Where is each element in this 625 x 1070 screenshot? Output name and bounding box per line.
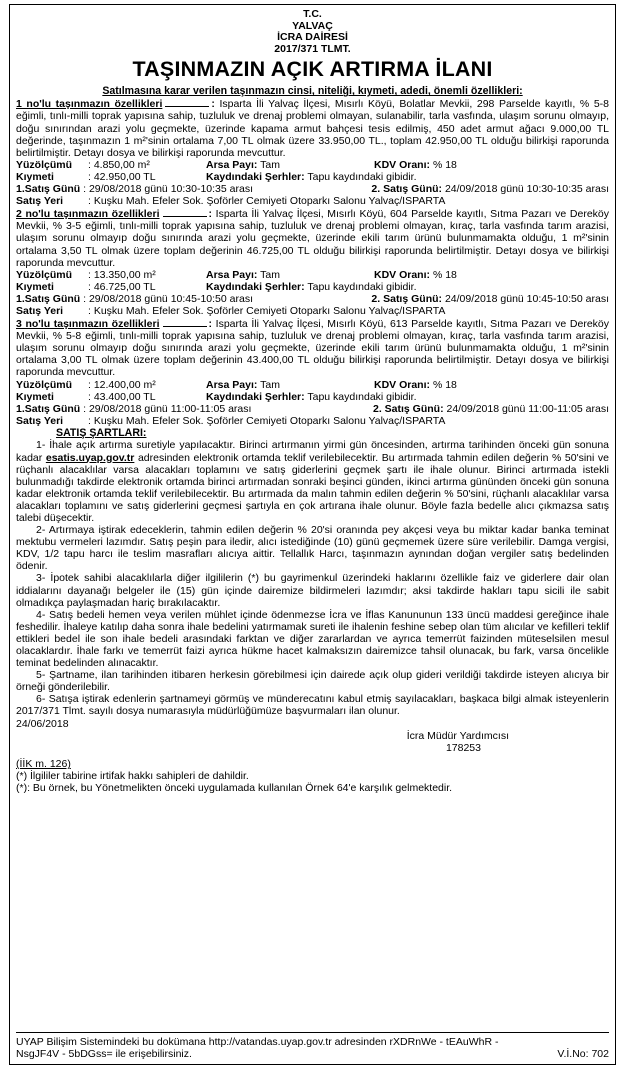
term-5: 5- Şartname, ilan tarihinden itibaren herkesin görebilmesi için dairede açık olup gideri verildiği takdirde isteyen alıcıya bir örneği gönderilebilir. xyxy=(16,669,609,694)
registry-cell xyxy=(206,281,417,293)
kdv-cell xyxy=(374,269,457,281)
value-row xyxy=(16,171,609,183)
property-desc-text: Isparta İli Yalvaç İlçesi, Mısırlı Köyü, Bolatlar Mevkii, 298 Parselde kayıtlı, % 5-8 eğimli, tınlı-milli toprak yapısına sahip, tuzluluk ve drenaj problemi olmayan, sulanabilir, tarla vasfında, ulaşım sorunu olmayıp, doğu sınırından arazi yolu geçmekte, üzerinde kapama armut bahçesi tesis edilmiş, 450 adet armut ağacı 9.000,00 TL değerinde, taşınmazın 1 m²'sinin ortalama 7,00 TL olmak üzere 33.950,00 TL., toplam 42.950,00 TL olduğu bilirkişi raporunda belirtilmiştir. Detayı dosya ve bilirkişi raporunda mevcuttur. xyxy=(16,98,609,159)
header-file: 2017/371 TLMT. xyxy=(274,42,351,55)
header-city: YALVAÇ xyxy=(292,19,333,32)
property-block xyxy=(16,207,609,317)
property-list xyxy=(16,97,609,427)
sale-place-row xyxy=(16,415,609,427)
second-sale xyxy=(371,293,609,305)
share-cell xyxy=(206,269,374,281)
property-heading: 1 no'lu taşınmazın özellikleri xyxy=(16,98,163,111)
term-1 xyxy=(16,439,609,524)
uyap-footer xyxy=(16,1032,609,1060)
area-value: : 13.350,00 m² xyxy=(88,268,156,281)
sale-place-value: : Kuşku Mah. Efeler Sok. Şoförler Cemiyeti Otoparkı Salonu Yalvaç/ISPARTA xyxy=(88,414,446,427)
property-description xyxy=(16,317,609,378)
first-sale-label: 1.Satış Günü xyxy=(16,402,81,415)
property-heading: 2 no'lu taşınmazın özellikleri xyxy=(16,208,160,221)
uyap-line-2: NsgJF4V - 5bDGss= ile erişebilirsiniz. xyxy=(16,1047,192,1060)
area-label: Yüzölçümü xyxy=(16,268,73,281)
property-heading: 3 no'lu taşınmazın özellikleri xyxy=(16,318,160,331)
share-label: Arsa Payı: xyxy=(206,378,258,391)
area-value: : 12.400,00 m² xyxy=(88,378,156,391)
second-sale-value: 24/09/2018 günü 10:45-10:50 arası xyxy=(444,292,609,305)
share-label: Arsa Payı: xyxy=(206,268,258,281)
property-desc-text: Isparta İli Yalvaç İlçesi, Mısırlı Köyü, 613 Parselde kayıtlı, Sıtma Pazarı ve Dereköy Mevkii, % 5-8 eğimli, tınlı-milli toprak yapısına sahip, tuzluluk ve drenaj problemi olmayan, kıraç, tarla vasfında tarım arazisi, ulaşım sorunu olmayıp doğu sınırında arazi yolu geçmekte, üzerinde ekili tarım ürünü bulunmamakta olduğu, 1 m²'sinin ortalama 3,00 TL olmak üzere toplam değerinin 43.400,00 TL olduğu bilirkişi raporunda belirtilmiştir. Detayı dosya ve bilirkişi raporunda mevcuttur. xyxy=(16,318,609,379)
footnote-1: (*) İlgililer tabirine irtifak hakkı sahipleri de dahildir. xyxy=(16,770,249,783)
blank-line xyxy=(163,317,207,327)
terms-title: SATIŞ ŞARTLARI: xyxy=(56,426,147,439)
registry-label: Kaydındaki Şerhler: xyxy=(206,170,305,183)
sale-dates-row xyxy=(16,183,609,195)
value-row xyxy=(16,281,609,293)
sale-place-label: Satış Yeri xyxy=(16,414,64,427)
area-row xyxy=(16,159,609,171)
signature-number: 178253 xyxy=(445,741,481,754)
registry-value: Tapu kaydındaki gibidir. xyxy=(307,170,417,183)
first-sale-value: : 29/08/2018 günü 10:45-10:50 arası xyxy=(83,292,253,305)
kdv-cell xyxy=(374,159,457,171)
sale-place-value: : Kuşku Mah. Efeler Sok. Şoförler Cemiyeti Otoparkı Salonu Yalvaç/ISPARTA xyxy=(88,304,446,317)
auction-notice xyxy=(9,4,616,1065)
second-sale-label: 2. Satış Günü: xyxy=(372,402,444,415)
second-sale-value: 24/09/2018 günü 11:00-11:05 arası xyxy=(446,402,609,415)
kdv-value: % 18 xyxy=(432,378,457,391)
value-amount: : 42.950,00 TL xyxy=(88,170,156,183)
second-sale-label: 2. Satış Günü: xyxy=(371,183,443,196)
sale-place-label: Satış Yeri xyxy=(16,195,64,208)
area-row xyxy=(16,379,609,391)
share-label: Arsa Payı: xyxy=(206,158,258,171)
sale-place-row xyxy=(16,195,609,207)
first-sale-value: : 29/08/2018 günü 11:00-11:05 arası xyxy=(83,402,252,415)
signature-role: İcra Müdür Yardımcısı xyxy=(406,729,509,742)
area-label: Yüzölçümü xyxy=(16,158,73,171)
esatis-link[interactable]: esatis.uyap.gov.tr xyxy=(45,451,135,464)
area-row xyxy=(16,269,609,281)
verification-number: V.İ.No: 702 xyxy=(557,1047,609,1060)
registry-value: Tapu kaydındaki gibidir. xyxy=(307,280,417,293)
second-sale-value: 24/09/2018 günü 10:30-10:35 arası xyxy=(444,183,609,196)
notice-subtitle: Satılmasına karar verilen taşınmazın cinsi, niteliği, kıymeti, adedi, önemli özellikleri: xyxy=(102,85,523,98)
term-3: 3- İpotek sahibi alacaklılarla diğer ilgililerin (*) bu gayrimenkul üzerindeki haklarını özellikle faiz ve giderlere dair olan iddialarını dayanağı belgeler ile (15) gün içinde dairemize bildirmeleri lazımdır; aksi takdirde hakları tapu sicili ile sabit olmadıkça paylaşmadan hariç bırakılacaktır. xyxy=(16,572,609,609)
property-description xyxy=(16,97,609,158)
second-sale-label: 2. Satış Günü: xyxy=(371,292,443,305)
kdv-label: KDV Oranı: xyxy=(374,378,431,391)
header-dept: İCRA DAİRESİ xyxy=(277,31,348,44)
value-row xyxy=(16,391,609,403)
share-cell xyxy=(206,379,374,391)
term-2: 2- Artırmaya iştirak edeceklerin, tahmin edilen değerin % 20'si oranında pey akçesi veya bu miktar kadar banka teminat mektubu vermeleri lazımdır. Satış peşin para iledir, alıcı istediğinde (10) günü geçmemek üzere süre verilebilir. Damga vergisi, KDV, 1/2 tapu harcı ile teslim masrafları alıcıya aittir. Tellallık Harcı, taşınmazın aynından doğan vergiler satış bedelinden ödenir. xyxy=(16,524,609,573)
blank-line xyxy=(163,207,207,217)
share-value: Tam xyxy=(260,268,280,281)
registry-cell xyxy=(206,171,417,183)
value-amount: : 43.400,00 TL xyxy=(88,390,156,403)
kdv-cell xyxy=(374,379,457,391)
value-label: Kıymeti xyxy=(16,280,54,293)
kdv-label: KDV Oranı: xyxy=(374,268,431,281)
sale-dates-row xyxy=(16,403,609,415)
registry-label: Kaydındaki Şerhler: xyxy=(206,280,305,293)
kdv-value: % 18 xyxy=(432,268,457,281)
sale-place-value: : Kuşku Mah. Efeler Sok. Şoförler Cemiyeti Otoparkı Salonu Yalvaç/ISPARTA xyxy=(88,195,446,208)
second-sale xyxy=(371,183,609,195)
first-sale-label: 1.Satış Günü xyxy=(16,183,81,196)
share-cell xyxy=(206,159,374,171)
term-1-text-b: adresinden elektronik ortamda teklif verilebilecektir. Bu artırmada tahmin edilen değerin % 50'sini ve rüçhanlı alacaklılar varsa alacakları toplamını ve satış giderlerini geçmek şartı ile ihale olunur. Birinci artırmada istekli bulunmadığı takdirde elektronik ortamda birinci artırmadan sonraki beşinci günden, ikinci artırma gününden önceki gün sonuna kadar elektronik ortamda teklif verilebilecektir. Bu artırmada da malın tahmin edilen değerin % 50'sini, rüçhanlı alacaklılar varsa alacakları toplamını ve satış giderlerini geçmesi şartıyla en çok artırana ihale olunur. Böyle fazla bedelle alıcı çıkmazsa satış talebi düşecektir. xyxy=(16,451,610,524)
property-block xyxy=(16,317,609,427)
property-desc-text: Isparta İli Yalvaç İlçesi, Mısırlı Köyü, 604 Parselde kayıtlı, Sıtma Pazarı ve Dereköy Mevkii, % 3-5 eğimli, tınlı-milli toprak yapısına sahip, tuzluluk ve drenaj problemi olmayan, kıraç, tarla vasfında tarım arazisi, ulaşım sorunu olmayıp doğu sınırında arazi yolu geçmekte, üzerinde ekili tarım ürünü bulunmamakta olduğu, 1 m²'sinin ortalama 3,50 TL olmak üzere toplam değerinin 46.725,00 TL olduğu bilirkişi raporunda belirtilmiştir. Detayı dosya ve bilirkişi raporunda mevcuttur. xyxy=(16,208,609,269)
first-sale xyxy=(16,403,251,415)
sale-place-label: Satış Yeri xyxy=(16,304,64,317)
registry-cell xyxy=(206,391,417,403)
registry-label: Kaydındaki Şerhler: xyxy=(206,390,305,403)
sale-dates-row xyxy=(16,293,609,305)
first-sale-value: : 29/08/2018 günü 10:30-10:35 arası xyxy=(83,183,253,196)
term-1-text-a: 1- İhale açık artırma suretiyle yapılacaktır. Birinci artırmanın yirmi gün öncesinden, artırma tarihinden önceki gün sonuna kadar xyxy=(16,439,609,464)
share-value: Tam xyxy=(260,158,280,171)
term-4: 4- Satış bedeli hemen veya verilen mühlet içinde ödenmezse İcra ve İflas Kanununun 133 üncü maddesi gereğince ihale feshedilir. İhaleye katılıp daha sonra ihale bedelini yatırmamak sureti ile ihalenin feshine sebep olan tüm alıcılar ve kefilleri teklif ettikleri bedel ile son ihale bedeli arasındaki farktan ve diğer zararlardan ve ayrıca temerrüt faizinden müteselsilen mesul olacaklardır. İhale farkı ve temerrüt faizi ayrıca hükme hacet kalmaksızın dairemizce tahsil olunacak, bu fark, varsa öncelikle teminat bedelinden alınacaktır. xyxy=(16,608,609,670)
property-block xyxy=(16,97,609,207)
value-label: Kıymeti xyxy=(16,170,54,183)
share-value: Tam xyxy=(260,378,280,391)
registry-value: Tapu kaydındaki gibidir. xyxy=(307,390,417,403)
colon: : xyxy=(208,318,213,331)
colon: : xyxy=(211,98,215,111)
colon: : xyxy=(208,208,213,221)
property-description xyxy=(16,207,609,268)
area-value: : 4.850,00 m² xyxy=(88,158,150,171)
first-sale xyxy=(16,293,253,305)
uyap-line-1: UYAP Bilişim Sistemindeki bu dokümana http://vatandas.uyap.gov.tr adresinden rXDRnWe - tEAuWhR - xyxy=(16,1035,499,1048)
notice-date: 24/06/2018 xyxy=(16,717,69,730)
first-sale-label: 1.Satış Günü xyxy=(16,292,81,305)
blank-line xyxy=(165,97,209,107)
notice-title: TAŞINMAZIN AÇIK ARTIRMA İLANI xyxy=(132,57,493,82)
header-org: T.C. xyxy=(303,8,322,20)
second-sale xyxy=(373,403,609,415)
value-amount: : 46.725,00 TL xyxy=(88,280,156,293)
kdv-value: % 18 xyxy=(432,158,457,171)
footnote-2: (*): Bu örnek, bu Yönetmelikten önceki uygulamada kullanılan Örnek 64'e karşılık gelmektedir. xyxy=(16,782,453,795)
sale-place-row xyxy=(16,305,609,317)
first-sale xyxy=(16,183,253,195)
legal-ref: (İİK m. 126) xyxy=(16,758,71,771)
area-label: Yüzölçümü xyxy=(16,378,73,391)
term-6: 6- Satışa iştirak edenlerin şartnameyi görmüş ve münderecatını kabul etmiş sayılacakları, başkaca bilgi almak isteyenlerin 2017/371 Tlmt. sayılı dosya numarasıyla müdürlüğümüze başvurmaları ilan olunur. xyxy=(16,693,609,718)
value-label: Kıymeti xyxy=(16,390,54,403)
kdv-label: KDV Oranı: xyxy=(374,158,431,171)
